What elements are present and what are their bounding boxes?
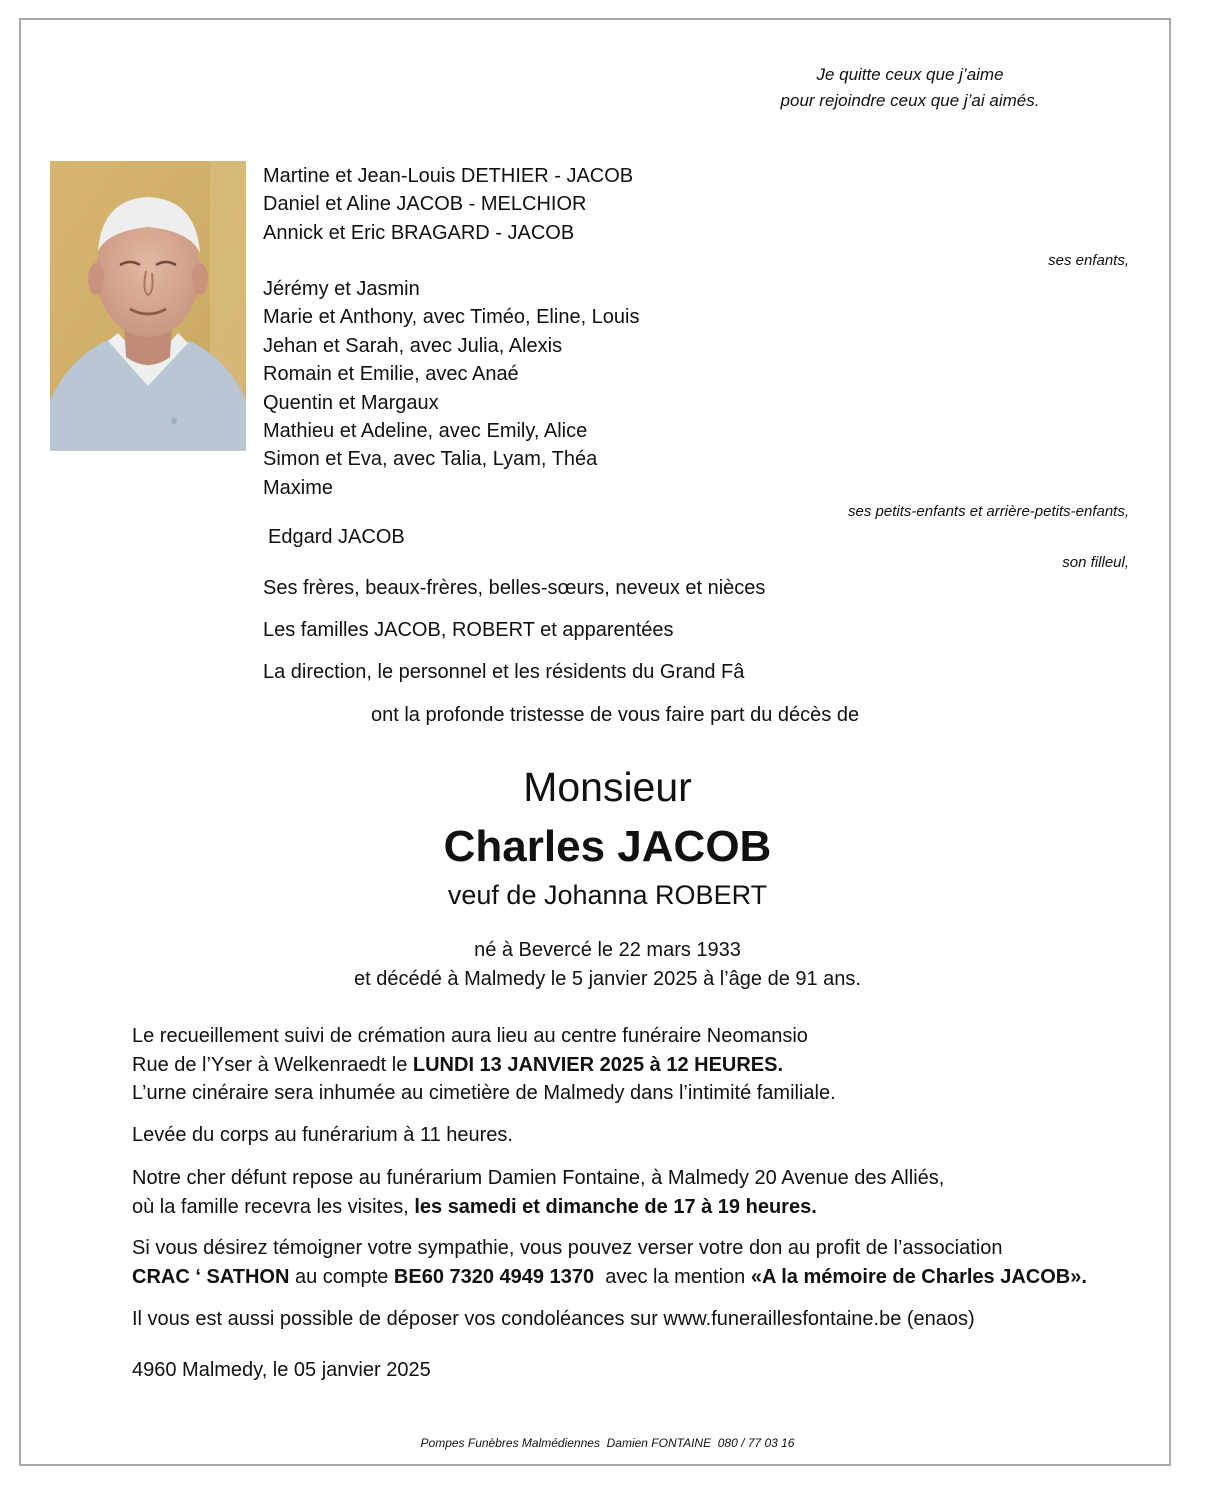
- funeral-home-footer: Pompes Funèbres Malmédiennes Damien FONTAINE 080 / 77 03 16: [420, 1436, 795, 1450]
- visits-intro: où la famille recevra les visites,: [132, 1195, 415, 1218]
- grandchild-name: Jehan et Sarah, avec Julia, Alexis: [263, 334, 563, 357]
- donation-line-2: [132, 1263, 1087, 1292]
- ceremony-location: Rue de l’Yser à Welkenraedt le: [132, 1053, 413, 1076]
- donation-organization: CRAC ‘ SATHON: [132, 1265, 290, 1288]
- grandchild-name: Maxime: [263, 476, 334, 499]
- portrait-photo: [50, 161, 246, 451]
- ceremony-line-1: Le recueillement suivi de crémation aura lieu au centre funéraire Neomansio: [132, 1025, 808, 1047]
- levee-line: Levée du corps au funérarium à 11 heures.: [132, 1124, 513, 1146]
- birth-death-dates: [0, 936, 1215, 994]
- child-name: Daniel et Aline JACOB - MELCHIOR: [263, 193, 587, 216]
- children-list: [263, 162, 633, 247]
- godson-role: son filleul,: [1062, 554, 1129, 571]
- children-role: ses enfants,: [1048, 252, 1129, 269]
- donation-account-label: au compte: [289, 1265, 394, 1288]
- epitaph-quote: [700, 62, 1120, 114]
- ceremony-datetime: LUNDI 13 JANVIER 2025 à 12 HEURES.: [412, 1053, 784, 1076]
- deceased-name: Charles JACOB: [443, 822, 772, 871]
- grandchild-name: Romain et Emilie, avec Anaé: [263, 363, 519, 386]
- relatives-line: Ses frères, beaux-frères, belles-sœurs, neveux et nièces: [263, 577, 766, 599]
- visits-line-1: Notre cher défunt repose au funérarium Damien Fontaine, à Malmedy 20 Avenue des Alliés,: [132, 1167, 945, 1189]
- ceremony-line-3: L’urne cinéraire sera inhumée au cimetière de Malmedy dans l’intimité familiale.: [132, 1082, 836, 1104]
- ceremony-line-2: [132, 1051, 836, 1080]
- grandchild-name: Simon et Eva, avec Talia, Lyam, Théa: [263, 448, 598, 471]
- visits-line-2: [132, 1193, 944, 1222]
- grandchild-name: Mathieu et Adeline, avec Emily, Alice: [263, 420, 588, 443]
- deceased-title: Monsieur: [523, 764, 692, 810]
- birth-line: né à Bevercé le 22 mars 1933: [474, 939, 741, 961]
- child-name: Annick et Eric BRAGARD - JACOB: [263, 221, 575, 244]
- grandchild-name: Marie et Anthony, avec Timéo, Eline, Louis: [263, 306, 640, 329]
- grandchild-name: Quentin et Margaux: [263, 391, 439, 414]
- deceased-widower: veuf de Johanna ROBERT: [447, 880, 768, 910]
- donation-mention-label: avec la mention: [594, 1265, 751, 1288]
- announcement: ont la profonde tristesse de vous faire part du décès de: [371, 704, 860, 726]
- quote-line-1: Je quitte ceux que j’aime: [816, 65, 1004, 84]
- quote-line-2: pour rejoindre ceux que j’ai aimés.: [780, 91, 1040, 110]
- grandchildren-role: ses petits-enfants et arrière-petits-enfants,: [848, 503, 1129, 520]
- place-date: 4960 Malmedy, le 05 janvier 2025: [132, 1359, 431, 1381]
- relatives-line: Les familles JACOB, ROBERT et apparentées: [263, 619, 674, 641]
- donation-paragraph: [132, 1234, 1087, 1291]
- condolences-line: Il vous est aussi possible de déposer vos condoléances sur www.funeraillesfontaine.be (enaos): [132, 1308, 975, 1330]
- visits-paragraph: [132, 1164, 944, 1221]
- godson-name: Edgard JACOB: [268, 526, 405, 548]
- ceremony-paragraph: [132, 1022, 836, 1108]
- visits-hours: les samedi et dimanche de 17 à 19 heures.: [414, 1195, 817, 1218]
- death-line: et décédé à Malmedy le 5 janvier 2025 à l’âge de 91 ans.: [353, 968, 861, 990]
- donation-line-1: Si vous désirez témoigner votre sympathie, vous pouvez verser votre don au profit de l’association: [132, 1237, 1003, 1259]
- donation-mention: «A la mémoire de Charles JACOB».: [750, 1265, 1087, 1288]
- relatives-line: La direction, le personnel et les résidents du Grand Fâ: [263, 661, 745, 683]
- donation-account-number: BE60 7320 4949 1370: [393, 1265, 595, 1288]
- grandchildren-list: [263, 275, 640, 502]
- child-name: Martine et Jean-Louis DETHIER - JACOB: [263, 165, 634, 187]
- grandchild-name: Jérémy et Jasmin: [263, 278, 420, 300]
